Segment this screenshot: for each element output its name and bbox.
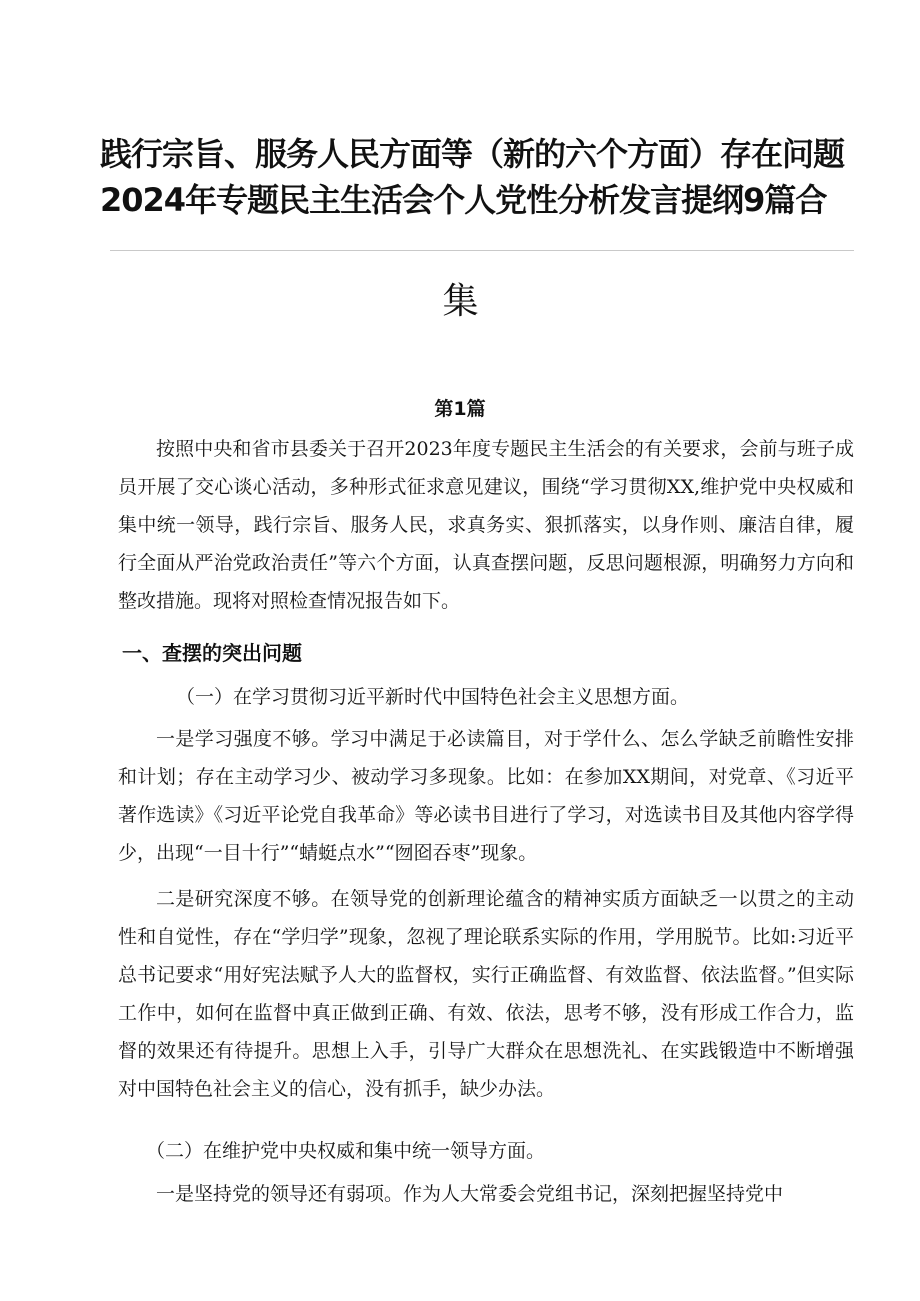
document-title-line-3: 集 bbox=[442, 281, 478, 322]
paragraph-block-2 bbox=[118, 880, 854, 1108]
paragraph-block-3 bbox=[118, 1175, 854, 1213]
document-title-line-1: 践行宗旨、服务人民方面等（新的六个方面）存在问题 bbox=[100, 135, 845, 173]
paragraph-study-intensity: 一是学习强度不够。学习中满足于必读篇目，对于学什么、怎么学缺乏前瞻性安排和计划；存在主动学习少、被动学习多现象。比如：在参加XX期间，对党章、《习近平著作选读》《习近平论党自我革命》等必读书目进行了学习，对选读书目及其他内容学得少，出现“一目十行”“蜻蜓点水”“囫囵吞枣”现象。 bbox=[118, 728, 854, 864]
subheading-authority: （二）在维护党中央权威和集中统一领导方面。 bbox=[146, 1140, 546, 1162]
subheading-study: （一）在学习贯彻习近平新时代中国特色社会主义思想方面。 bbox=[176, 686, 690, 708]
paragraph-research-depth: 二是研究深度不够。在领导党的创新理论蕴含的精神实质方面缺乏一以贯之的主动性和自觉性，存在“学归学”现象，忽视了理论联系实际的作用，学用脱节。比如:习近平总书记要求“用好宪法赋予人大的监督权，实行正确监督、有效监督、依法监督。”但实际工作中，如何在监督中真正做到正确、有效、依法，思考不够，没有形成工作合力，监督的效果还有待提升。思想上入手，引导广大群众在思想洗礼、在实践锻造中不断增强对中国特色社会主义的信心，没有抓手，缺少办法。 bbox=[118, 888, 854, 1100]
heading-problems: 一、查摆的突出问题 bbox=[122, 641, 302, 665]
document-title-line-2: 2024年专题民主生活会个人党性分析发言提纲9篇合 bbox=[100, 181, 827, 219]
intro-block bbox=[118, 430, 854, 620]
paragraph-party-leadership: 一是坚持党的领导还有弱项。作为人大常委会党组书记，深刻把握坚持党中 bbox=[156, 1183, 784, 1205]
paragraph-block-1 bbox=[118, 720, 854, 872]
title-divider bbox=[110, 250, 854, 251]
intro-paragraph: 按照中央和省市县委关于召开2023年度专题民主生活会的有关要求，会前与班子成员开展了交心谈心活动，多种形式征求意见建议，围绕“学习贯彻XX,维护党中央权威和集中统一领导，践行宗旨、服务人民，求真务实、狠抓落实，以身作则、廉洁自律，履行全面从严治党政治责任”等六个方面，认真查摆问题，反思问题根源，明确努力方向和整改措施。现将对照检查情况报告如下。 bbox=[118, 438, 854, 612]
section-title: 第1篇 bbox=[434, 398, 486, 420]
